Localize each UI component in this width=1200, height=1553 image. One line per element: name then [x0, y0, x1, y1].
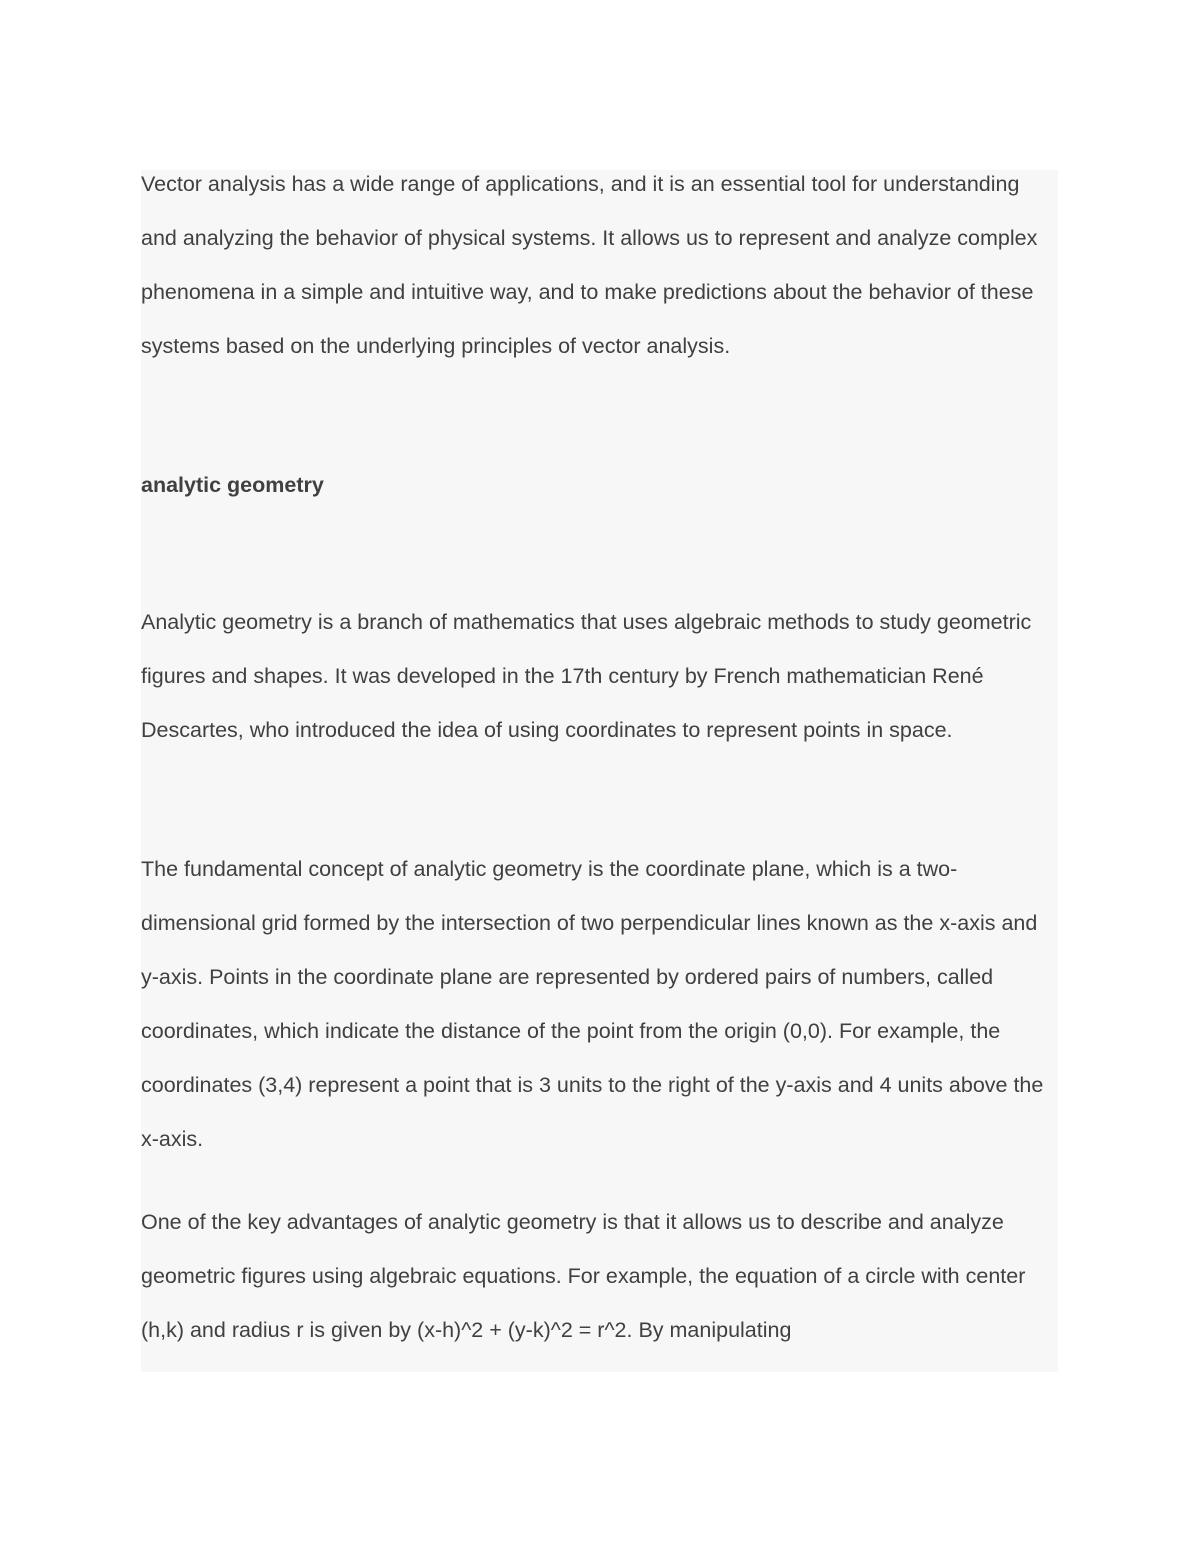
paragraph-vector-analysis: Vector analysis has a wide range of applications, and it is an essential tool for understanding and analyzing the behavior of physical systems. It allows us to represent and analyze complex phenomena in a simple and intuitive way, and to make predictions about the behavior of these systems based on the underlying principles of vector analysis. — [141, 172, 1038, 358]
paragraph-coordinate-plane: The fundamental concept of analytic geometry is the coordinate plane, which is a two-dimensional grid formed by the intersection of two perpendicular lines known as the x-axis and y-axis. Points in the coordinate plane are represented by ordered pairs of numbers, called coordinates, which indicate the distance of the point from the origin (0,0). For example, the coordinates (3,4) represent a point that is 3 units to the right of the y-axis and 4 units above the x-axis. — [141, 857, 1044, 1151]
section-heading: analytic geometry — [141, 473, 324, 497]
document-page-content — [141, 170, 1058, 1372]
paragraph-key-advantages: One of the key advantages of analytic geometry is that it allows us to describe and analyze geometric figures using algebraic equations. For example, the equation of a circle with center (h,k) and radius r is given by (x-h)^2 + (y-k)^2 = r^2. By manipulating — [141, 1210, 1026, 1342]
paragraph-analytic-geometry-intro: Analytic geometry is a branch of mathematics that uses algebraic methods to study geometric figures and shapes. It was developed in the 17th century by French mathematician René Descartes, who introduced the idea of using coordinates to represent points in space. — [141, 610, 1032, 742]
